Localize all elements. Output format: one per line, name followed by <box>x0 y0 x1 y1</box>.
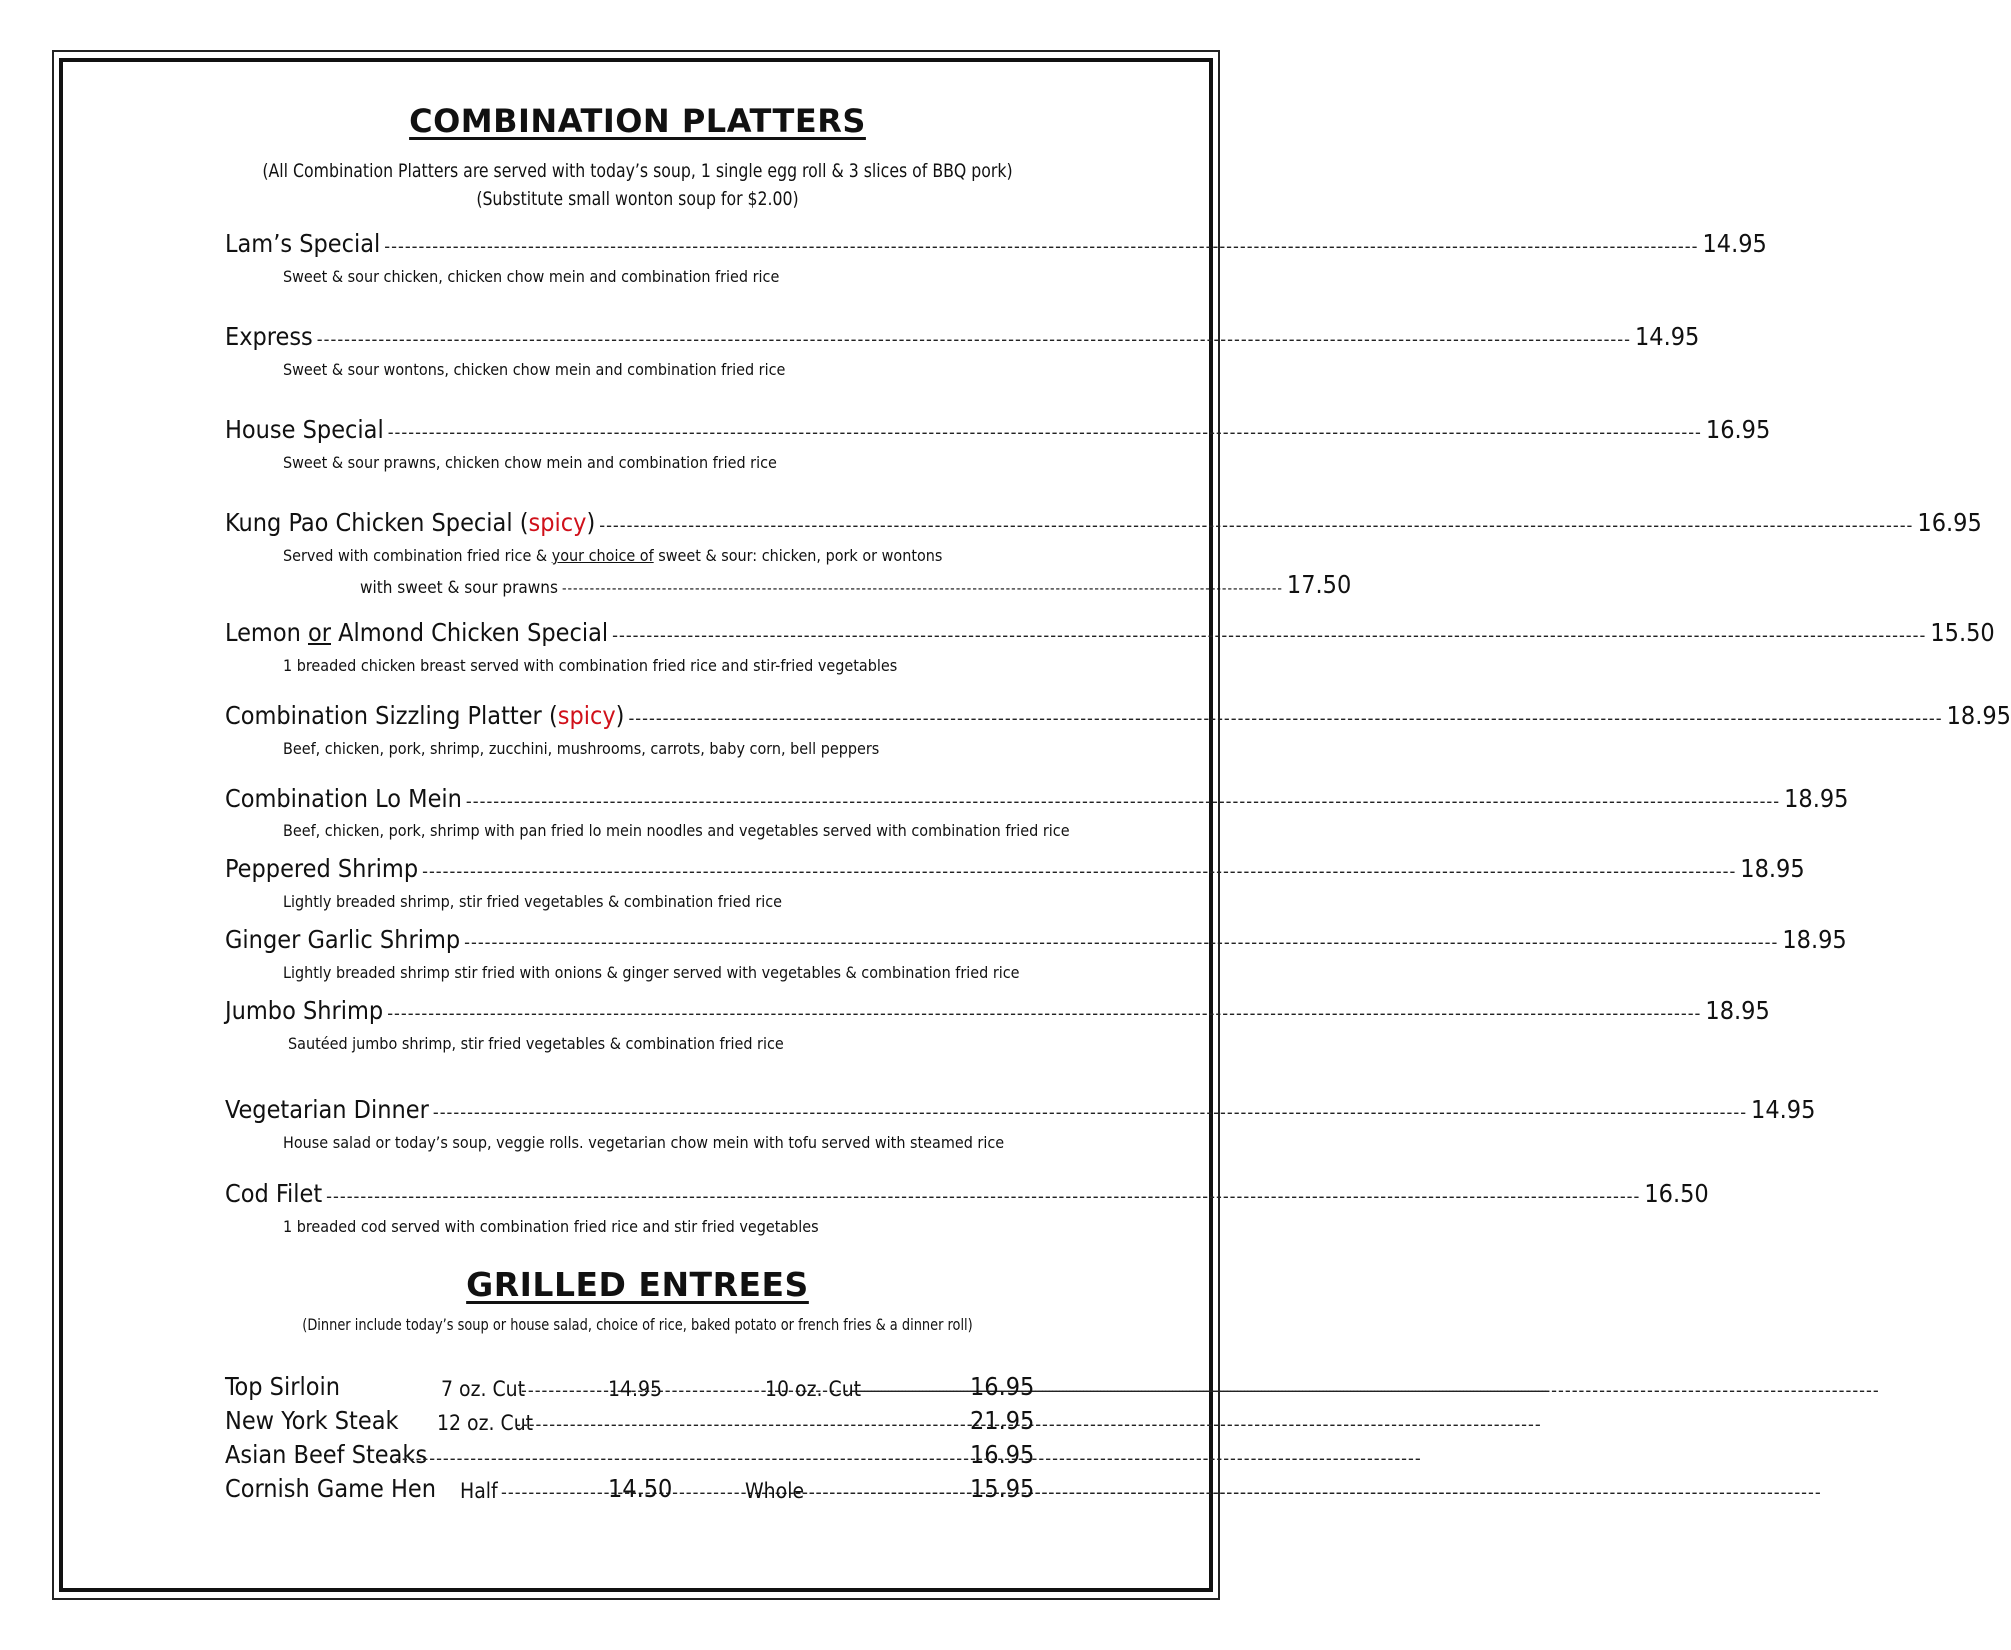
leader-dots <box>326 1186 1640 1207</box>
item-price: 18.95 <box>1782 925 1847 954</box>
grilled-row <box>225 1435 1035 1469</box>
item-price: 14.95 <box>1751 1095 1816 1124</box>
item-description: 1 breaded cod served with combination fried rice and stir fried vegetables <box>283 1217 819 1236</box>
menu-item <box>225 508 1982 537</box>
spicy-label: spicy <box>557 701 616 730</box>
grilled-note: (Dinner include today’s soup or house salad, choice of rice, baked potato or french fries & a dinner roll) <box>302 1315 973 1334</box>
leader-dots <box>433 1102 1747 1123</box>
item-description: Served with combination fried rice & your choice of sweet & sour: chicken, pork or wontons <box>283 546 943 565</box>
leader-dots: ---------------------------------------------------------------------------------------------------------------------------------- <box>561 581 1283 597</box>
item-price: 16.95 <box>1705 415 1771 444</box>
item-price: 18.95 <box>1784 784 1849 813</box>
sub-item-price: 17.50 <box>1286 570 1352 599</box>
leader-dots <box>395 1448 950 1469</box>
combination-platters-heading: COMBINATION PLATTERS <box>409 102 866 140</box>
item-price: 16.50 <box>1644 1179 1709 1208</box>
item-name: Combination Sizzling Platter (spicy) <box>225 701 625 730</box>
item-price: 18.95 <box>1946 701 2011 730</box>
leader-dots <box>853 1380 943 1401</box>
grilled-item-name: Asian Beef Steaks <box>225 1440 428 1469</box>
item-name: Kung Pao Chicken Special (spicy) <box>225 508 596 537</box>
sub-item-name: with sweet & sour prawns <box>360 578 558 598</box>
grilled-item-name: Top Sirloin <box>225 1372 340 1401</box>
menu-item <box>225 229 1767 258</box>
item-description: Lightly breaded shrimp stir fried with onions & ginger served with vegetables & combination fried rice <box>283 963 1020 982</box>
item-description: House salad or today’s soup, veggie rolls. vegetarian chow mein with tofu served with steamed rice <box>283 1133 1005 1152</box>
leader-dots <box>466 791 1780 812</box>
combination-note: (All Combination Platters are served with today’s soup, 1 single egg roll & 3 slices of BBQ pork) <box>262 160 1013 182</box>
menu-item <box>225 925 1847 954</box>
menu-item <box>225 854 1805 883</box>
grilled-option: 12 oz. Cut <box>437 1411 534 1435</box>
menu-item <box>225 784 1849 813</box>
grilled-price: 14.95 <box>608 1377 663 1401</box>
item-name: Jumbo Shrimp <box>225 996 384 1025</box>
leader-dots <box>387 1003 1701 1024</box>
menu-item <box>225 618 1995 647</box>
item-name: Peppered Shrimp <box>225 854 419 883</box>
leader-dots <box>521 1380 605 1401</box>
item-name: Lemon or Almond Chicken Special <box>225 618 609 647</box>
item-name: Combination Lo Mein <box>225 784 462 813</box>
menu-item <box>225 322 1700 351</box>
leader-dots <box>464 932 1778 953</box>
item-price: 14.95 <box>1634 322 1700 351</box>
menu-item <box>225 1179 1709 1208</box>
item-price: 14.95 <box>1702 229 1767 258</box>
item-price: 18.95 <box>1740 854 1805 883</box>
leader-dots <box>515 1414 947 1435</box>
grilled-option: Half <box>460 1479 498 1503</box>
item-price: 18.95 <box>1705 996 1770 1025</box>
grilled-row <box>225 1367 1035 1401</box>
grilled-price: 15.95 <box>970 1474 1035 1503</box>
menu-sub-item <box>360 570 1352 599</box>
leader-dots <box>612 625 1926 646</box>
item-price: 15.50 <box>1930 618 1995 647</box>
item-description: 1 breaded chicken breast served with combination fried rice and stir-fried vegetables <box>283 656 898 675</box>
grilled-price: 21.95 <box>970 1406 1035 1435</box>
leader-dots <box>599 515 1913 536</box>
grilled-option: 10 oz. Cut <box>765 1377 862 1401</box>
grilled-price: 14.50 <box>608 1474 673 1503</box>
item-description: Beef, chicken, pork, shrimp with pan fried lo mein noodles and vegetables served with combination fried rice <box>283 821 1070 840</box>
leader-dots <box>384 236 1698 257</box>
item-description: Sweet & sour chicken, chicken chow mein and combination fried rice <box>283 267 780 286</box>
item-name: Express <box>225 322 313 351</box>
item-name: Vegetarian Dinner <box>225 1095 429 1124</box>
leader-dots <box>501 1482 607 1503</box>
item-name: Ginger Garlic Shrimp <box>225 925 461 954</box>
grilled-row <box>225 1401 1035 1435</box>
grilled-price: 16.95 <box>970 1372 1035 1401</box>
item-description: Sautéed jumbo shrimp, stir fried vegetables & combination fried rice <box>288 1034 784 1053</box>
menu-item <box>225 415 1771 444</box>
substitute-note: (Substitute small wonton soup for $2.00) <box>476 188 799 210</box>
leader-dots <box>795 1482 955 1503</box>
menu-item <box>225 996 1770 1025</box>
leader-dots <box>422 861 1736 882</box>
item-description: Beef, chicken, pork, shrimp, zucchini, mushrooms, carrots, baby corn, bell peppers <box>283 739 880 758</box>
grilled-item-name: Cornish Game Hen <box>225 1474 437 1503</box>
item-price: 16.95 <box>1917 508 1982 537</box>
leader-dots <box>388 422 1702 443</box>
grilled-row <box>225 1469 1035 1503</box>
item-description: Lightly breaded shrimp, stir fried vegetables & combination fried rice <box>283 892 783 911</box>
menu-item <box>225 1095 1816 1124</box>
menu-item <box>225 701 2011 730</box>
item-name: Lam’s Special <box>225 229 381 258</box>
grilled-item-name: New York Steak <box>225 1406 399 1435</box>
grilled-option: Whole <box>745 1479 805 1503</box>
grilled-entrees-heading: GRILLED ENTREES <box>466 1265 809 1304</box>
spicy-label: spicy <box>528 508 587 537</box>
item-name: House Special <box>225 415 384 444</box>
item-description: Sweet & sour wontons, chicken chow mein and combination fried rice <box>283 360 786 379</box>
grilled-option: 7 oz. Cut <box>441 1377 526 1401</box>
item-description: Sweet & sour prawns, chicken chow mein and combination fried rice <box>283 453 777 472</box>
grilled-price: 16.95 <box>970 1440 1035 1469</box>
item-name: Cod Filet <box>225 1179 323 1208</box>
leader-dots <box>628 708 1942 729</box>
leader-dots <box>317 329 1631 350</box>
